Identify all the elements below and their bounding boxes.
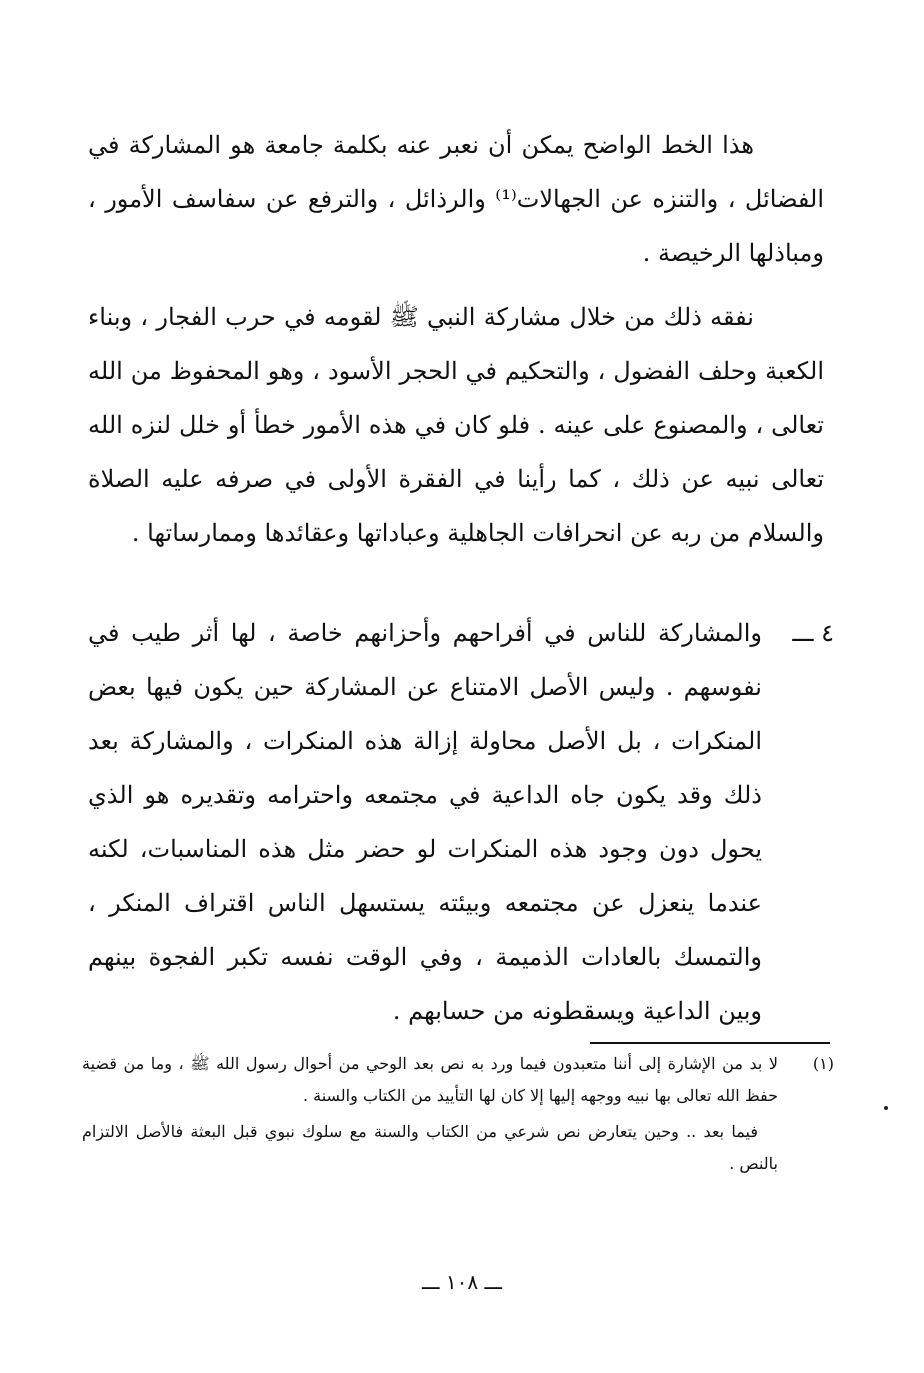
footnotes [82, 1048, 834, 1180]
footnote-divider [590, 1042, 830, 1044]
scan-speck [884, 1106, 888, 1110]
page-number: ـــ ١٠٨ ـــ [421, 1270, 503, 1294]
item-4-marker: ٤ ـــ [792, 619, 834, 647]
footnote-1-marker: (١) [812, 1054, 834, 1073]
paragraph-1: هذا الخط الواضح يمكن أن نعبر عنه بكلمة جامعة هو المشاركة في الفضائل ، والتنزه عن الجهالات⁽¹⁾ والرذائل ، والترفع عن سفاسف الأمور ، ومباذلها الرخيصة . [88, 131, 824, 267]
footnote-1 [82, 1048, 834, 1180]
paragraph-2: نفقه ذلك من خلال مشاركة النبي ﷺ لقومه في حرب الفجار ، وبناء الكعبة وحلف الفضول ، والتحكيم في الحجر الأسود ، وهو المحفوظ من الله تعالى ، والمصنوع على عينه . فلو كان في هذه الأمور خطأ أو خلل لنزه الله تعالى نبيه عن ذلك ، كما رأينا في الفقرة الأولى في صرفه عليه الصلاة والسلام من ربه عن انحرافات الجاهلية وعباداتها وعقائدها وممارساتها . [88, 303, 824, 547]
footnote-1-continuation: فيما بعد .. وحين يتعارض نص شرعي من الكتاب والسنة مع سلوك نبوي قبل البعثة فالأصل الالتزام بالنص . [82, 1122, 778, 1173]
numbered-item-4 [88, 606, 834, 1038]
item-4-text: والمشاركة للناس في أفراحهم وأحزانهم خاصة ، لها أثر طيب في نفوسهم . وليس الأصل الامتناع عن المشاركة حين يكون فيها بعض المنكرات ، بل الأصل محاولة إزالة هذه المنكرات ، والمشاركة بعد ذلك وقد يكون جاه الداعية في مجتمعه واحترامه وتقديره هو الذي يحول دون وجود هذه المنكرات لو حضر مثل هذه المناسبات، لكنه عندما ينعزل عن مجتمعه وبيئته يستسهل الناس اقتراف المنكر ، والتمسك بالعادات الذميمة ، وفي الوقت نفسه تكبر الفجوة بينهم وبين الداعية ويسقطونه من حسابهم . [88, 619, 763, 1025]
footnote-1-text: لا بد من الإشارة إلى أننا متعبدون فيما ورد به نص بعد الوحي من أحوال رسول الله ﷺ ، وما من قضية حفظ الله تعالى بها نبيه ووجهه إليها إلا كان لها التأييد من الكتاب والسنة . [82, 1054, 778, 1105]
